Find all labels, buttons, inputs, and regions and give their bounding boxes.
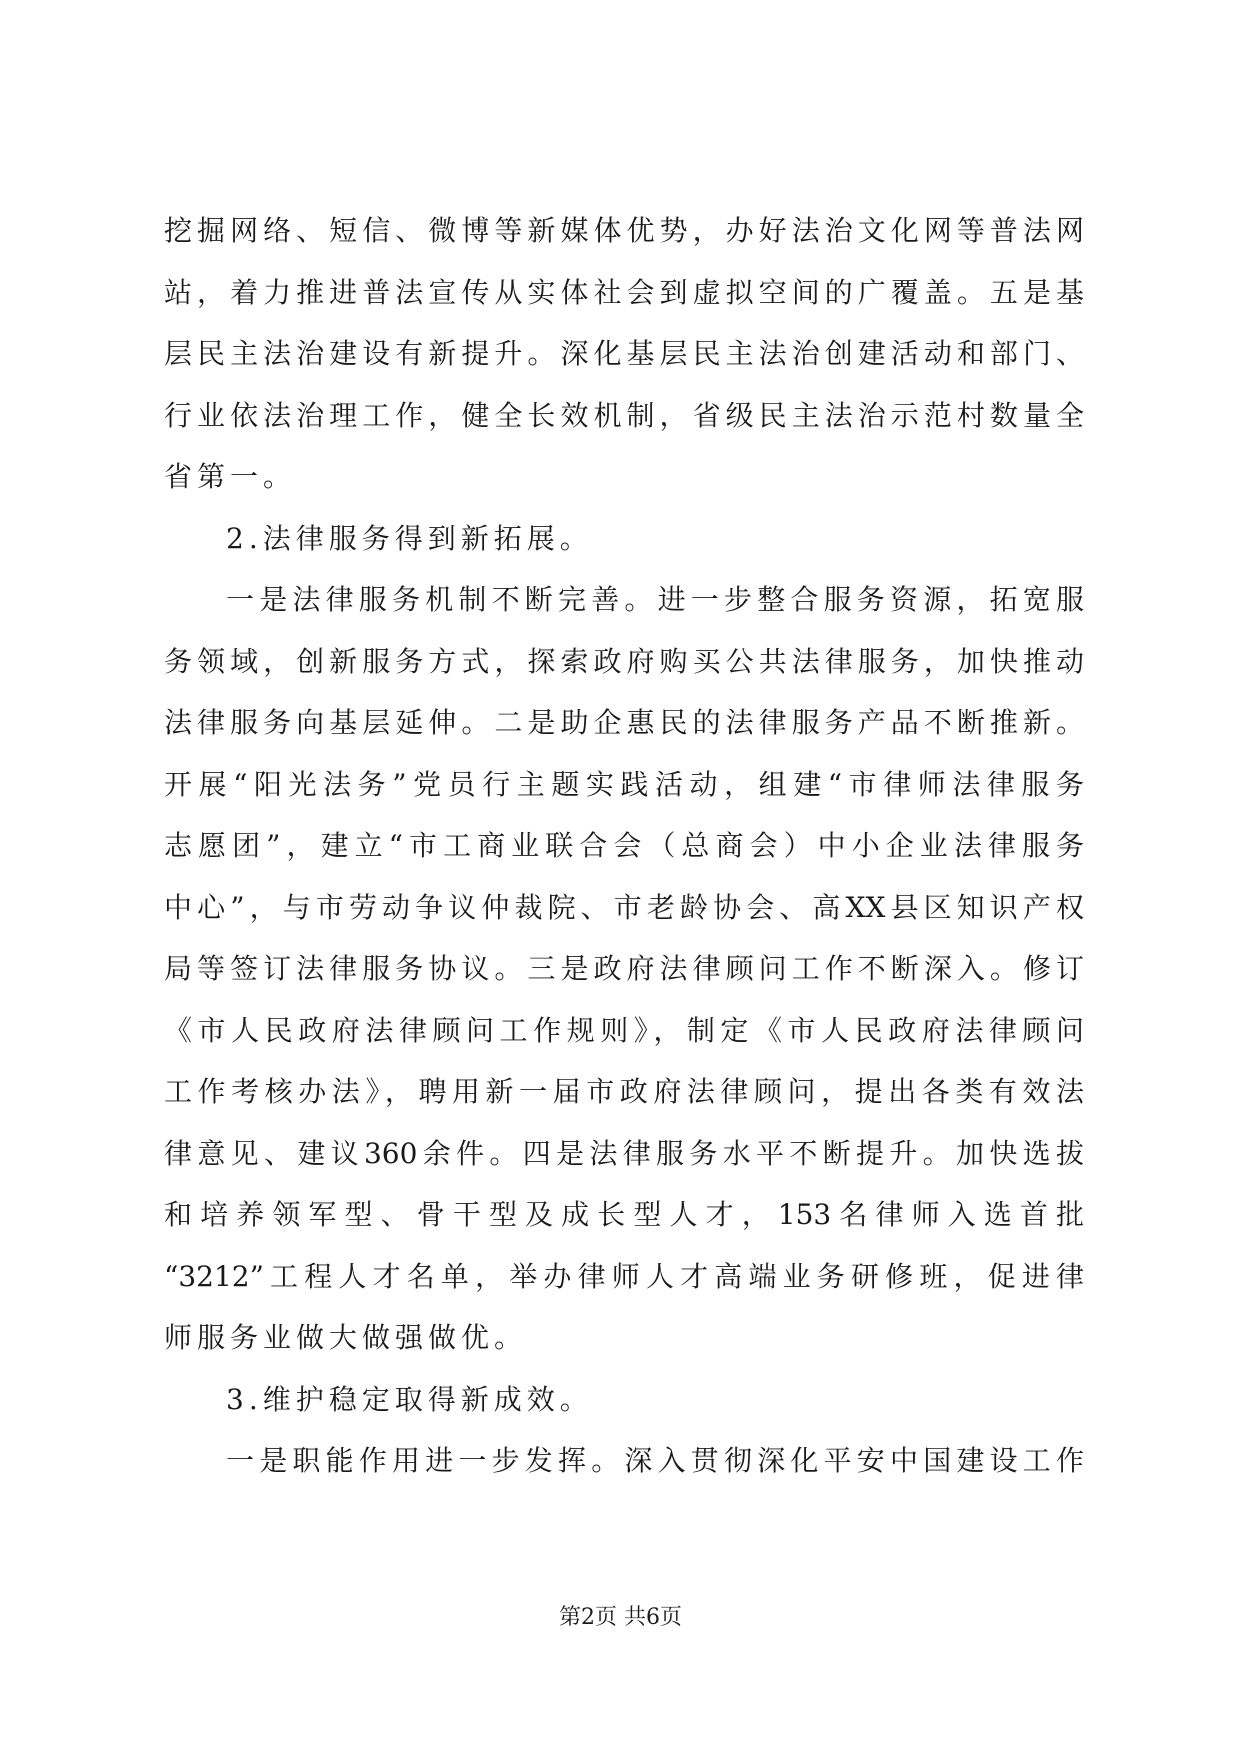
text-line: 和培养领军型、骨干型及成长型人才，153名律师入选首批 (164, 1198, 1084, 1231)
text-line: 志愿团”，建立“市工商业联合会（总商会）中小企业法律服务 (164, 829, 1084, 862)
text-line: 律意见、建议360余件。四是法律服务水平不断提升。加快选拔 (164, 1136, 1084, 1170)
page-footer: 第2页 共6页 (559, 1605, 682, 1630)
text-line: 一是法律服务机制不断完善。进一步整合服务资源，拓宽服 (226, 583, 1084, 616)
text-line: 务领域，创新服务方式，探索政府购买公共法律服务，加快推动 (164, 644, 1084, 678)
text-line: 局等签订法律服务协议。三是政府法律顾问工作不断深入。修订 (164, 952, 1084, 985)
text-line: 法律服务向基层延伸。二是助企惠民的法律服务产品不断推新。 (164, 706, 1084, 739)
text-line: 省第一。 (164, 460, 297, 493)
text-line: 层民主法治建设有新提升。深化基层民主法治创建活动和部门、 (164, 337, 1084, 370)
text-line: 师服务业做大做强做优。 (164, 1321, 528, 1354)
text-line: 工作考核办法》，聘用新一届市政府法律顾问，提出各类有效法 (164, 1075, 1084, 1108)
body-text (164, 200, 1084, 1492)
text-line: 中心”，与市劳动争议仲裁院、市老龄协会、高XX县区知识产权 (164, 890, 1084, 924)
text-line: “3212”工程人才名单，举办律师人才高端业务研修班，促进律 (164, 1259, 1084, 1293)
text-line: 《市人民政府法律顾问工作规则》，制定《市人民政府法律顾问 (164, 1013, 1084, 1047)
text-line: 站，着力推进普法宣传从实体社会到虚拟空间的广覆盖。五是基 (164, 275, 1084, 309)
section-heading: 2.法律服务得到新拓展。 (226, 521, 593, 555)
text-line: 开展“阳光法务”党员行主题实践活动，组建“市律师法律服务 (164, 767, 1084, 801)
section-heading: 3.维护稳定取得新成效。 (226, 1382, 593, 1416)
text-line: 挖掘网络、短信、微博等新媒体优势，办好法治文化网等普法网 (164, 214, 1084, 247)
text-line: 行业依法治理工作，健全长效机制，省级民主法治示范村数量全 (164, 398, 1084, 432)
text-line: 一是职能作用进一步发挥。深入贯彻深化平安中国建设工作 (226, 1444, 1084, 1477)
